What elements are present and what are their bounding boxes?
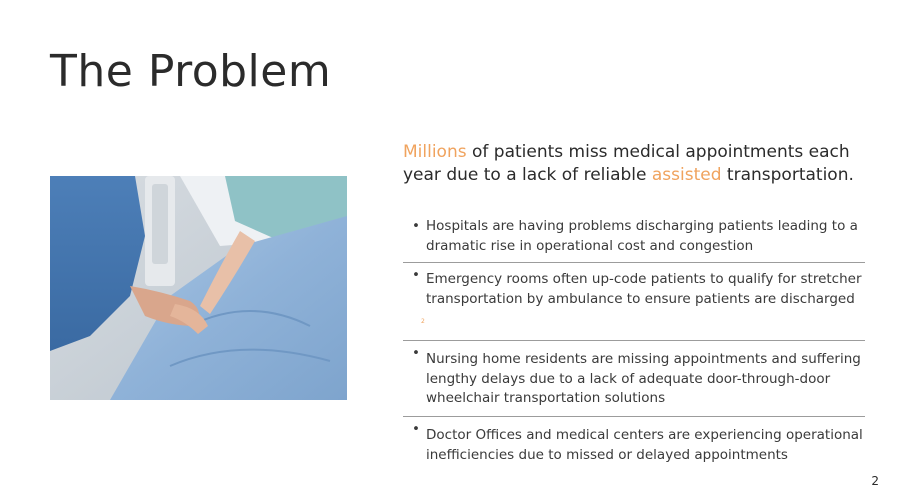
patient-bed-photo <box>50 176 347 400</box>
headline-accent-assisted: assisted <box>651 165 722 185</box>
bullet-doctor-offices: • Doctor Offices and medical centers are experiencing operational inefficiencies due to missed or delayed appointments <box>403 417 865 473</box>
bullet-hospitals: • Hospitals are having problems discharging patients leading to a dramatic rise in operational cost and congestion <box>403 214 865 263</box>
headline-text-1: of patients miss medical appointments each year due to a lack of reliable <box>403 142 850 185</box>
tiny-mark: 2 <box>421 318 425 325</box>
bullet-emergency-rooms: • Emergency rooms often up-code patients to qualify for stretcher transportation by ambulance to ensure patients are discharged <box>403 263 865 341</box>
bullet-nursing-homes: • Nursing home residents are missing appointments and suffering lengthy delays due to a lack of adequate door-through-door wheelchair transportation solutions <box>403 341 865 417</box>
headline <box>403 141 873 187</box>
slide-number: 2 <box>871 474 879 488</box>
headline-accent-millions: Millions <box>403 142 467 162</box>
slide-title: The Problem <box>50 46 332 97</box>
problem-bullet-list <box>403 214 865 473</box>
headline-text-2: transportation. <box>721 165 854 185</box>
